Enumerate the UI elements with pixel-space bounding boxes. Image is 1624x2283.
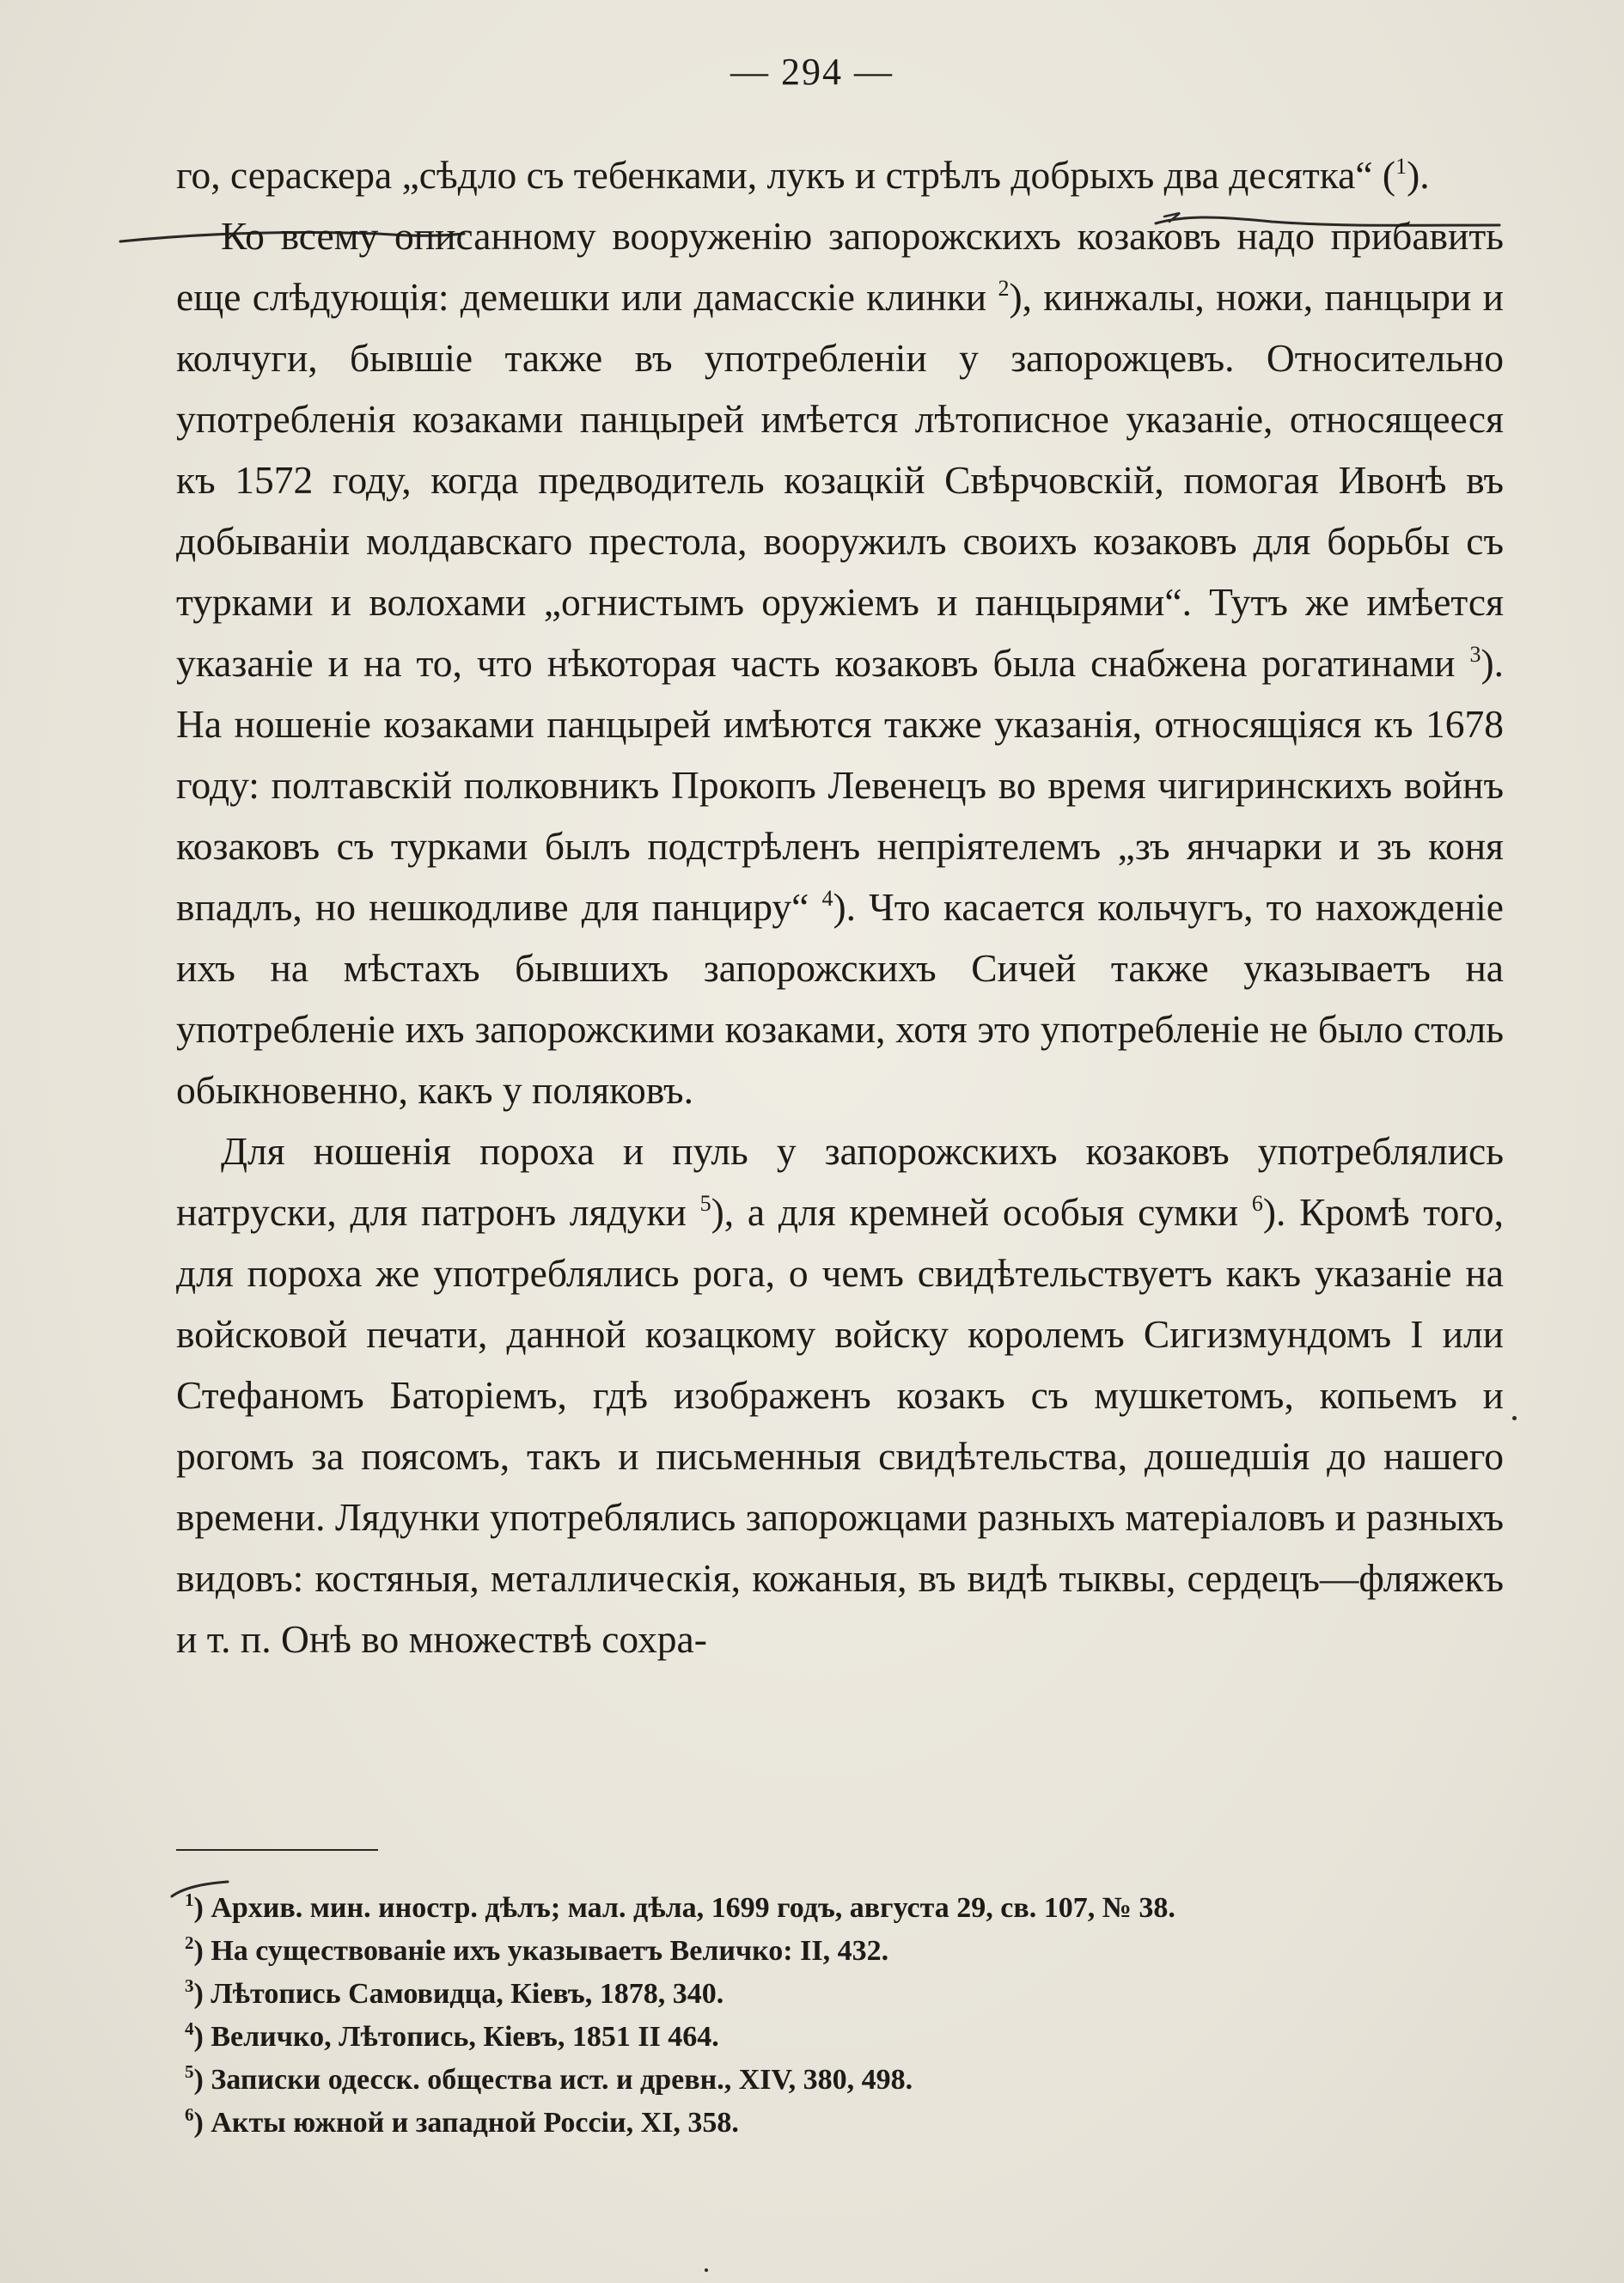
footnote-number: 1 [185,1889,194,1910]
footnote [185,1887,1508,1930]
footnote-text: ) Величко, Лѣтопись, Кіевъ, 1851 II 464. [193,2021,719,2053]
footnote-number: 4 [185,2018,194,2039]
footnote [185,2102,1508,2145]
paragraph-text: ), а для кремней особыя сумки [711,1190,1252,1234]
footnote [185,2016,1508,2059]
footnote-number: 2 [185,1932,194,1953]
footnote [185,1973,1508,2016]
footnote-text: ) Акты южной и западной Россіи, XI, 358. [193,2107,739,2139]
paragraph-text: ), кинжалы, ножи, панцыри и колчуги, бывшіе также въ употребленіи у запорожцевъ. Относительно употребленія козаками панцырей имѣется лѣтописное указаніе, относящееся къ 1572 году, когда предводитель козацкій Свѣрчовскій, помогая Ивонѣ въ добываніи молдавскаго престола, вооружилъ своихъ козаковъ для борьбы съ турками и волохами „огнистымъ оружіемъ и панцырями“. Тутъ же имѣется указаніе и на то, что нѣкоторая часть козаковъ была снабжена рогатинами [176,275,1504,685]
paragraph-text: Ко всему описанному вооруженію запорожскихъ козаковъ надо прибавить еще слѣдующія: демешки или дамасскіе клинки [176,214,1504,319]
paragraph-text: го, сераскера „сѣдло съ тебенками, лукъ и стрѣлъ добрыхъ два десятка“ ( [176,153,1396,197]
footnote-number: 6 [185,2104,194,2125]
paragraph-text: ). Что касается кольчугъ, то нахожденіе ихъ на мѣстахъ бывшихъ запорожскихъ Сичей также указываетъ на употребленіе ихъ запорожскими козаками, хотя это употребленіе не было столь обыкновенно, какъ у поляковъ. [176,885,1504,1112]
footnote-number: 5 [185,2061,194,2082]
footnote-text: ) На существованіе ихъ указываетъ Величко: II, 432. [193,1935,889,1967]
scan-speck [705,2268,708,2272]
paragraph-text: ). Кромѣ того, для пороха же употреблялись рога, о чемъ свидѣтельствуетъ какъ указаніе на войсковой печати, данной козацкому войску королемъ Сигизмундомъ I или Стефаномъ Баторіемъ, гдѣ изображенъ козакъ съ мушкетомъ, копьемъ и рогомъ за поясомъ, такъ и письменныя свидѣтельства, дошедшія до нашего времени. Лядунки употреблялись запорожцами разныхъ матеріаловъ и разныхъ видовъ: костяныя, металлическія, кожаныя, въ видѣ тыквы, сердецъ—фляжекъ и т. п. Онѣ во множествѣ сохра- [176,1190,1504,1661]
footnote-ref: 4 [821,886,833,911]
footnote-ref: 3 [1469,642,1481,667]
footnote [185,2059,1508,2102]
scan-speck [1512,1416,1517,1420]
footnote-text: ) Архив. мин. иностр. дѣлъ; мал. дѣла, 1699 годъ, августа 29, св. 107, № 38. [193,1892,1175,1924]
footnote-number: 3 [185,1975,194,1996]
footnote [185,1930,1508,1973]
footnote-ref: 5 [699,1191,711,1216]
footnote-text: ) Лѣтопись Самовидца, Кіевъ, 1878, 340. [193,1978,724,2010]
footnote-ref: 6 [1251,1191,1263,1216]
paragraph-text: ). [1407,153,1430,197]
footnote-text: ) Записки одесск. общества ист. и древн., XIV, 380, 498. [193,2064,913,2096]
footnotes [185,1887,1508,2145]
paragraph-text: ). На ношеніе козаками панцырей имѣются также указанія, относящіяся къ 1678 году: полтавскій полковникъ Прокопъ Левенецъ во время чигиринскихъ войнъ козаковъ съ турками былъ подстрѣленъ непріятелемъ „зъ янчарки и зъ коня впадлъ, но нешкодливе для панциру“ [176,641,1504,929]
page-number: — 294 — [730,51,894,93]
footnote-ref: 2 [998,276,1010,301]
footnote-ref: 1 [1395,154,1407,179]
paragraph-text: Для ношенія пороха и пуль у запорожскихъ козаковъ употреблялись натруски, для патронъ лядуки [176,1129,1504,1234]
